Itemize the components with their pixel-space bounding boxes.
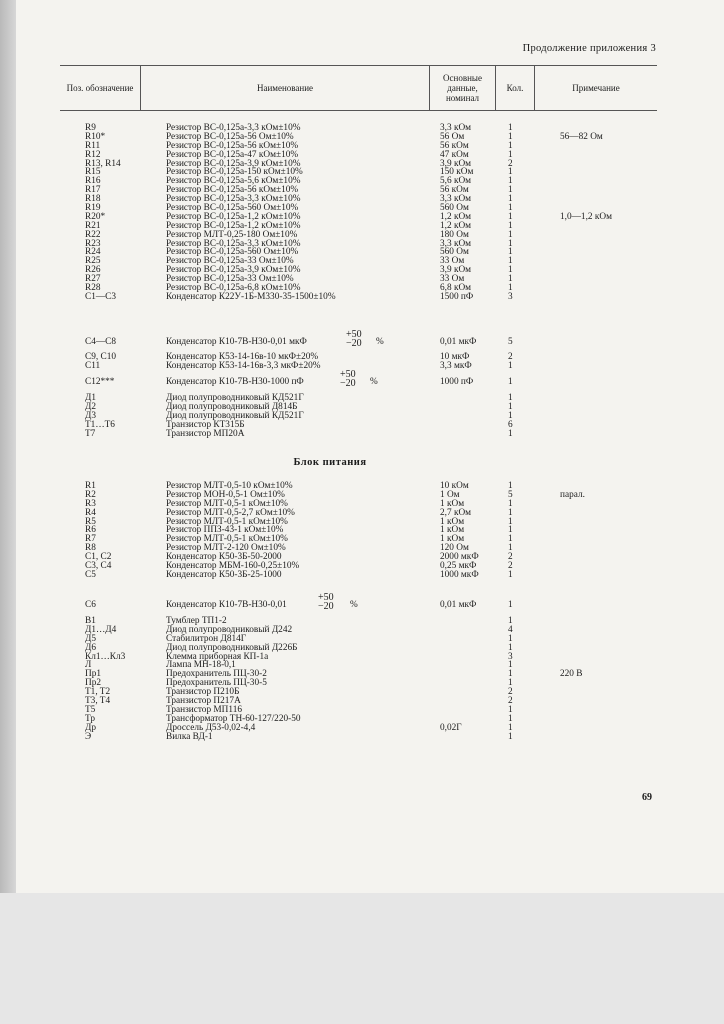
name-cell: Резистор ВС-0,125а-3,3 кОм±10%	[166, 238, 301, 249]
position-cell: R28	[85, 283, 101, 294]
nominal-cell: 3,9 кОм	[440, 265, 472, 276]
qty-cell: 2	[508, 696, 513, 707]
name-cell: Клемма приборная КП-1а	[166, 651, 269, 662]
table-row	[60, 544, 660, 553]
table-row	[60, 526, 660, 535]
nominal-cell: 3,3 кОм	[440, 123, 472, 133]
nominal-cell: 1,2 кОм	[440, 220, 472, 231]
nominal-cell: 56 кОм	[440, 185, 469, 196]
name-cell: Резистор ВС-0,125а-33 Ом±10%	[166, 274, 294, 285]
position-cell: Д5	[85, 633, 96, 644]
position-cell: R26	[85, 265, 101, 276]
qty-cell: 1	[508, 401, 513, 412]
qty-cell: 1	[508, 229, 513, 240]
name-cell: Конденсатор К53-14-16в-3,3 мкФ±20%	[166, 360, 321, 371]
table-row	[60, 213, 660, 222]
nominal-cell: 47 кОм	[440, 149, 469, 160]
table-row	[60, 688, 660, 697]
name-cell: Транзистор МП116	[166, 704, 242, 715]
qty-cell: 1	[508, 498, 513, 509]
position-cell: C1, C2	[85, 552, 112, 563]
table-row	[60, 195, 660, 204]
table-row	[60, 430, 660, 439]
position-cell: R22	[85, 229, 101, 240]
position-cell: R16	[85, 176, 101, 187]
table-row	[60, 535, 660, 544]
position-cell: R23	[85, 238, 101, 249]
name-cell: Диод полупроводниковый КД521Г	[166, 393, 304, 403]
name-cell: Конденсатор К53-14-16в-10 мкФ±20%	[166, 352, 319, 362]
name-cell: Лампа МН-18-0,1	[166, 660, 236, 671]
name-cell: Резистор ВС-0,125а-5,6 кОм±10%	[166, 176, 301, 187]
name-cell: Вилка ВД-1	[166, 731, 213, 742]
position-cell: Л	[85, 660, 92, 671]
qty-cell: 2	[508, 687, 513, 698]
table-row	[60, 231, 660, 240]
position-cell: R2	[85, 489, 96, 500]
nominal-cell: 1 кОм	[440, 525, 465, 536]
parts-list-c6	[60, 592, 660, 612]
name-cell: Конденсатор МБМ-160-0,25±10%	[166, 561, 300, 572]
qty-cell: 4	[508, 624, 513, 635]
name-cell: Трансформатор ТН-60-127/220-50	[166, 713, 301, 724]
nominal-cell: 10 мкФ	[440, 352, 470, 362]
name-cell: Резистор ВС-0,125а-1,2 кОм±10%	[166, 211, 301, 222]
qty-cell: 1	[508, 185, 513, 196]
nominal-cell: 33 Ом	[440, 256, 465, 267]
qty-cell: 1	[508, 265, 513, 276]
name-cell: Резистор МЛТ-0,5-10 кОм±10%	[166, 481, 293, 491]
name-cell: Резистор ВС-0,125а-3,3 кОм±10%	[166, 194, 301, 205]
name-cell: Резистор ВС-0,125а-3,9 кОм±10%	[166, 265, 301, 276]
table-row	[60, 186, 660, 195]
scanner-background	[0, 893, 724, 1024]
nominal-cell: 6,8 кОм	[440, 283, 472, 294]
qty-cell: 1	[508, 167, 513, 178]
table-row	[60, 670, 660, 679]
table-row	[60, 168, 660, 177]
table-row	[60, 293, 660, 302]
position-cell: C1—C3	[85, 291, 116, 302]
nominal-cell: 1500 пФ	[440, 291, 474, 302]
table-row	[60, 222, 660, 231]
table-row: C4—C8 Конденсатор К10-7В-Н30-0,01 мкФ +50 −20 % 0,01 мкФ 5	[85, 329, 513, 349]
nominal-cell: 2000 мкФ	[440, 552, 479, 563]
qty-cell: 1	[508, 274, 513, 285]
position-cell: R6	[85, 525, 96, 536]
qty-cell: 1	[508, 410, 513, 421]
name-cell: Резистор ВС-0,125а-33 Ом±10%	[166, 256, 294, 267]
table-row: C12*** Конденсатор К10-7В-Н30-1000 пФ +50 −20 % 1000 пФ 1	[85, 369, 513, 389]
qty-cell: 2	[508, 352, 513, 362]
table-row	[60, 362, 660, 371]
qty-cell: 1	[508, 507, 513, 518]
name-cell: Диод полупроводниковый Д242	[166, 624, 293, 635]
page-number: 69	[642, 792, 652, 803]
table-row	[60, 266, 660, 275]
qty-cell: 1	[508, 525, 513, 536]
position-cell: T1…T6	[85, 419, 115, 430]
table-row	[60, 240, 660, 249]
table-row	[60, 412, 660, 421]
position-cell: T1, T2	[85, 687, 111, 698]
qty-cell: 1	[508, 194, 513, 205]
name-cell: Транзистор МП20А	[166, 428, 245, 439]
name-cell: Резистор МЛТ-2-120 Ом±10%	[166, 543, 286, 554]
table-row	[60, 177, 660, 186]
position-cell: C5	[85, 569, 96, 580]
nominal-cell: 3,3 мкФ	[440, 360, 472, 371]
parts-list-c9-c11	[60, 353, 660, 371]
qty-cell: 1	[508, 569, 513, 580]
position-cell: Пр1	[85, 669, 102, 680]
name-cell: Резистор ВС-0,125а-3,3 кОм±10%	[166, 123, 301, 133]
table-row	[60, 644, 660, 653]
table-row	[60, 733, 660, 742]
column-header-position: Поз. обозначение	[60, 66, 141, 111]
tolerance-fraction: +50 −20	[346, 329, 362, 349]
qty-cell: 1	[508, 534, 513, 545]
table-row	[60, 491, 660, 500]
position-cell: Пр2	[85, 678, 102, 689]
column-header-nominal: Основные данные, номинал	[430, 66, 496, 111]
qty-cell: 1	[508, 633, 513, 644]
table-row	[60, 562, 660, 571]
nominal-cell: 560 Ом	[440, 247, 469, 258]
name-cell: Резистор ВС-0,125а-560 Ом±10%	[166, 247, 299, 258]
qty-cell: 2	[508, 561, 513, 572]
position-cell: R1	[85, 481, 96, 491]
parts-list-c4c8	[60, 329, 660, 349]
parts-list-diodes-transistors	[60, 394, 660, 438]
table-row	[60, 500, 660, 509]
qty-cell: 1	[508, 360, 513, 371]
column-header-qty: Кол.	[496, 66, 535, 111]
binding-shadow	[0, 0, 16, 893]
name-cell: Резистор ВС-0,125а-6,8 кОм±10%	[166, 283, 301, 294]
table-row	[60, 248, 660, 257]
name-cell: Резистор МЛТ-0,5-1 кОм±10%	[166, 534, 288, 545]
nominal-cell: 3,3 кОм	[440, 238, 472, 249]
position-cell: Д6	[85, 642, 96, 653]
name-cell: Резистор ППЗ-43-1 кОм±10%	[166, 525, 284, 536]
tolerance-fraction: +50 −20	[340, 369, 356, 389]
position-cell: C9, C10	[85, 352, 116, 362]
qty-cell: 1	[508, 669, 513, 680]
qty-cell: 1	[508, 238, 513, 249]
name-cell: Резистор МЛТ-0,5-2,7 кОм±10%	[166, 507, 295, 518]
qty-cell: 1	[508, 616, 513, 626]
qty-cell: 1	[508, 704, 513, 715]
nominal-cell: 56 Ом	[440, 131, 465, 142]
table-row	[60, 571, 660, 580]
qty-cell: 1	[508, 149, 513, 160]
table-row	[60, 617, 660, 626]
nominal-cell: 1 кОм	[440, 498, 465, 509]
nominal-cell: 2,7 кОм	[440, 507, 472, 518]
qty-cell: 1	[508, 516, 513, 527]
qty-cell: 6	[508, 419, 513, 430]
table-row	[60, 697, 660, 706]
table-row	[60, 421, 660, 430]
running-head: Продолжение приложения 3	[522, 43, 656, 54]
table-row	[60, 142, 660, 151]
position-cell: R17	[85, 185, 101, 196]
name-cell: Предохранитель ПЦ-30-5	[166, 678, 267, 689]
qty-cell: 1	[508, 481, 513, 491]
tolerance-fraction: +50 −20	[318, 592, 334, 612]
nominal-cell: 10 кОм	[440, 481, 469, 491]
position-cell: Д3	[85, 410, 96, 421]
qty-cell: 2	[508, 158, 513, 169]
nominal-cell: 56 кОм	[440, 140, 469, 151]
qty-cell: 3	[508, 291, 513, 302]
nominal-cell: 180 Ом	[440, 229, 469, 240]
name-cell: Предохранитель ПЦ-30-2	[166, 669, 267, 680]
name-cell: Резистор МЛТ-0,5-1 кОм±10%	[166, 516, 288, 527]
qty-cell: 3	[508, 651, 513, 662]
table-row	[60, 715, 660, 724]
position-cell: T3, T4	[85, 696, 111, 707]
nominal-cell: 3,3 кОм	[440, 194, 472, 205]
qty-cell: 1	[508, 731, 513, 742]
position-cell: Д1	[85, 393, 96, 403]
section-title-power-supply: Блок питания	[293, 457, 367, 468]
name-cell: Транзистор П210Б	[166, 687, 240, 698]
position-cell: R21	[85, 220, 101, 231]
position-cell: T5	[85, 704, 96, 715]
table-row	[60, 403, 660, 412]
qty-cell: 1	[508, 393, 513, 403]
position-cell: R24	[85, 247, 101, 258]
nominal-cell: 1 кОм	[440, 534, 465, 545]
position-cell: C11	[85, 360, 101, 371]
qty-cell: 1	[508, 722, 513, 733]
name-cell: Резистор ВС-0,125а-560 Ом±10%	[166, 203, 299, 214]
position-cell: Кл1…Кл3	[85, 651, 126, 662]
qty-cell: 1	[508, 211, 513, 222]
name-cell: Транзистор КТ315Б	[166, 419, 245, 430]
name-cell: Резистор ВС-0,125а-56 кОм±10%	[166, 140, 299, 151]
position-cell: R9	[85, 123, 96, 133]
table-row	[60, 160, 660, 169]
nominal-cell: 33 Ом	[440, 274, 465, 285]
qty-cell: 1	[508, 123, 513, 133]
name-cell: Резистор ВС-0,125а-56 Ом±10%	[166, 131, 294, 142]
table-row	[60, 724, 660, 733]
name-cell: Резистор ВС-0,125а-47 кОм±10%	[166, 149, 299, 160]
nominal-cell: 0,02Г	[440, 722, 462, 733]
table-row	[60, 518, 660, 527]
note-cell: 56—82 Ом	[560, 131, 603, 142]
position-cell: R8	[85, 543, 96, 554]
position-cell: R5	[85, 516, 96, 527]
name-cell: Резистор ВС-0,125а-3,9 кОм±10%	[166, 158, 301, 169]
qty-cell: 1	[508, 543, 513, 554]
position-cell: R25	[85, 256, 101, 267]
table-row	[60, 133, 660, 142]
note-cell: 220 В	[560, 669, 583, 680]
nominal-cell: 150 кОм	[440, 167, 474, 178]
name-cell: Резистор МЛТ-0,25-180 Ом±10%	[166, 229, 298, 240]
position-cell: R3	[85, 498, 96, 509]
nominal-cell: 120 Ом	[440, 543, 469, 554]
position-cell: C3, C4	[85, 561, 112, 572]
name-cell: Резистор ВС-0,125а-56 кОм±10%	[166, 185, 299, 196]
table-row	[60, 706, 660, 715]
parts-list-c12	[60, 369, 660, 389]
qty-cell: 2	[508, 552, 513, 563]
column-header-note: Примечание	[535, 66, 658, 111]
table-row	[60, 284, 660, 293]
name-cell: Резистор МЛТ-0,5-1 кОм±10%	[166, 498, 288, 509]
position-cell: R15	[85, 167, 101, 178]
table-row	[60, 275, 660, 284]
qty-cell: 1	[508, 220, 513, 231]
name-cell: Конденсатор К50-3Б-25-1000	[166, 569, 282, 580]
qty-cell: 5	[508, 489, 513, 500]
parts-list-power-supply-misc	[60, 617, 660, 741]
position-cell: R4	[85, 507, 96, 518]
qty-cell: 1	[508, 176, 513, 187]
name-cell: Транзистор П217А	[166, 696, 241, 707]
position-cell: Тр	[85, 713, 95, 724]
name-cell: Диод полупроводниковый Д814Б	[166, 401, 298, 412]
position-cell: R20*	[85, 211, 106, 222]
name-cell: Диод полупроводниковый КД521Г	[166, 410, 304, 421]
table-row	[60, 635, 660, 644]
name-cell: Конденсатор К22У-1Б-М330-35-1500±10%	[166, 291, 336, 302]
nominal-cell: 1 Ом	[440, 489, 460, 500]
qty-cell: 1	[508, 203, 513, 214]
position-cell: R13, R14	[85, 158, 121, 169]
qty-cell: 1	[508, 713, 513, 724]
position-cell: R27	[85, 274, 101, 285]
parts-list-main	[60, 124, 660, 302]
position-cell: R10*	[85, 131, 106, 142]
position-cell: Д2	[85, 401, 96, 412]
note-cell: 1,0—1,2 кОм	[560, 211, 612, 222]
position-cell: T7	[85, 428, 96, 439]
nominal-cell: 1,2 кОм	[440, 211, 472, 222]
qty-cell: 1	[508, 660, 513, 671]
nominal-cell: 0,25 мкФ	[440, 561, 477, 572]
parts-list-power-supply	[60, 482, 660, 580]
position-cell: Д1…Д4	[85, 624, 117, 635]
name-cell: Резистор МОН-0,5-1 Ом±10%	[166, 489, 285, 500]
qty-cell: 1	[508, 283, 513, 294]
nominal-cell: 5,6 кОм	[440, 176, 472, 187]
position-cell: R7	[85, 534, 96, 545]
table-row	[60, 151, 660, 160]
note-cell: парал.	[560, 489, 585, 500]
column-header-name: Наименование	[141, 66, 430, 111]
table-row	[60, 679, 660, 688]
position-cell: Др	[85, 722, 96, 733]
table-row: C6 Конденсатор К10-7В-Н30-0,01 +50 −20 % 0,01 мкФ 1	[85, 592, 513, 612]
table-row	[60, 626, 660, 635]
nominal-cell: 1000 мкФ	[440, 569, 479, 580]
name-cell: Конденсатор К50-3Б-50-2000	[166, 552, 282, 563]
position-cell: B1	[85, 616, 96, 626]
name-cell: Дроссель Д53-0,02-4,4	[166, 722, 256, 733]
table-row	[60, 353, 660, 362]
qty-cell: 1	[508, 256, 513, 267]
table-row	[60, 257, 660, 266]
qty-cell: 1	[508, 140, 513, 151]
nominal-cell: 3,9 кОм	[440, 158, 472, 169]
position-cell: R18	[85, 194, 101, 205]
position-cell: R11	[85, 140, 101, 151]
qty-cell: 1	[508, 247, 513, 258]
qty-cell: 1	[508, 678, 513, 689]
position-cell: R19	[85, 203, 101, 214]
qty-cell: 1	[508, 428, 513, 439]
table-row	[60, 394, 660, 403]
name-cell: Тумблер ТП1-2	[166, 616, 227, 626]
table-row	[60, 509, 660, 518]
qty-cell: 1	[508, 642, 513, 653]
name-cell: Диод полупроводниковый Д226Б	[166, 642, 298, 653]
name-cell: Резистор ВС-0,125а-150 кОм±10%	[166, 167, 303, 178]
position-cell: Э	[85, 731, 92, 742]
table-row	[60, 553, 660, 562]
nominal-cell: 1 кОм	[440, 516, 465, 527]
name-cell: Резистор ВС-0,125а-1,2 кОм±10%	[166, 220, 301, 231]
nominal-cell: 560 Ом	[440, 203, 469, 214]
position-cell: R12	[85, 149, 101, 160]
table-row	[60, 653, 660, 662]
qty-cell: 1	[508, 131, 513, 142]
table-header	[60, 65, 657, 111]
name-cell: Стабилитрон Д814Г	[166, 633, 247, 644]
